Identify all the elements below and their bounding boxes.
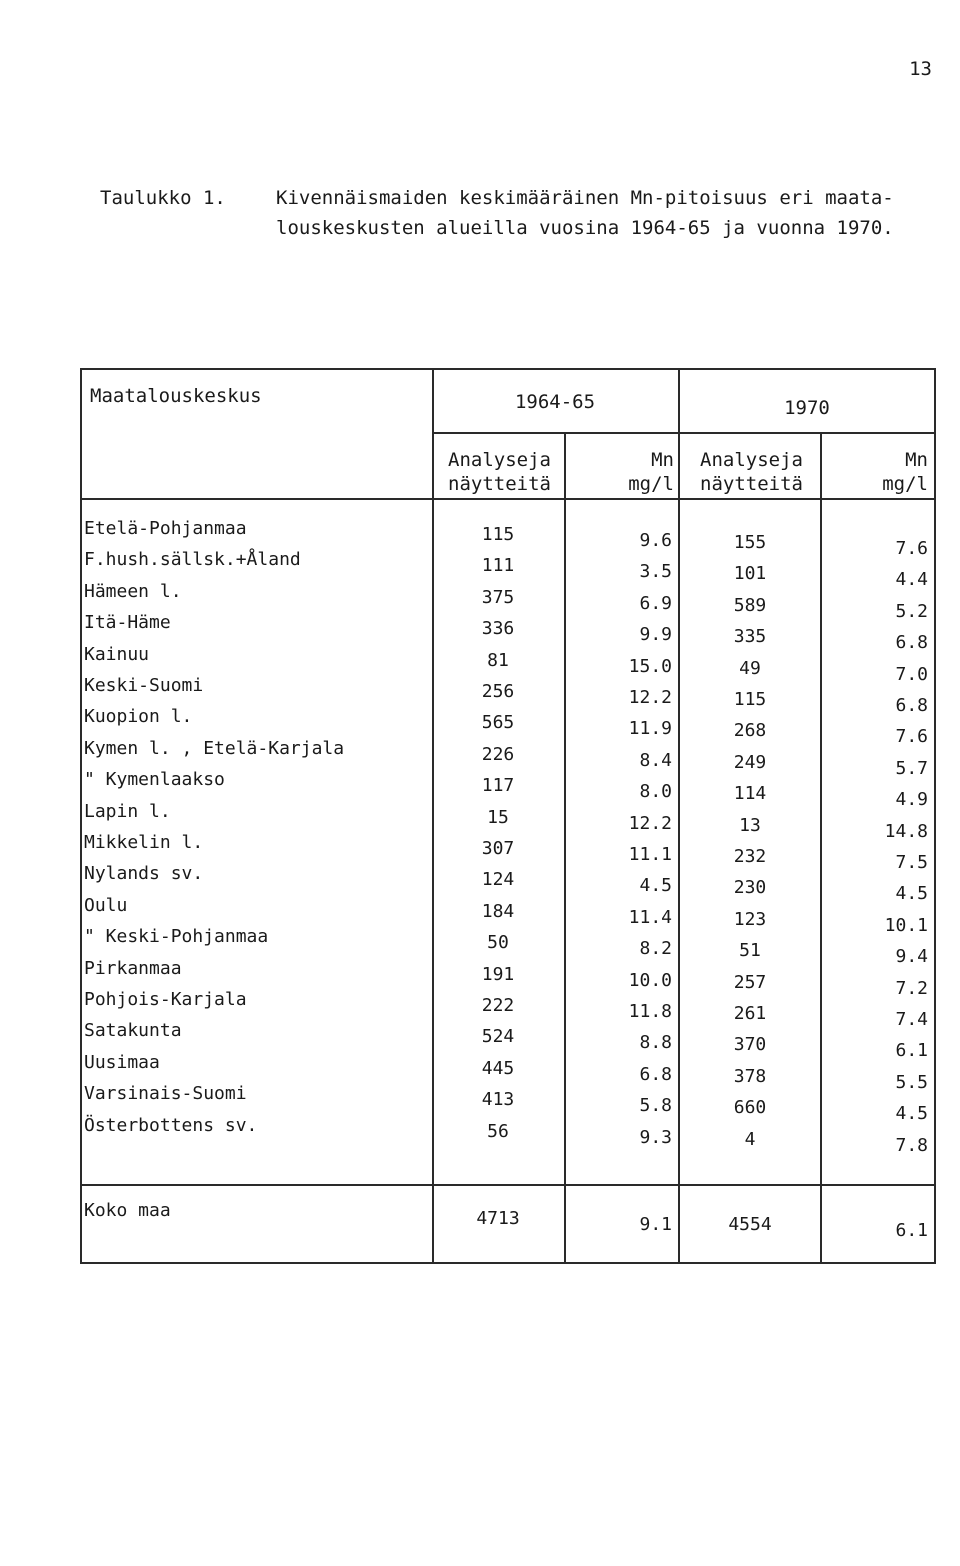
row-name: Nylands sv.: [84, 863, 204, 885]
row-mn-1970: 10.1: [884, 914, 928, 936]
header-maatalouskeskus: Maatalouskeskus: [90, 385, 262, 407]
row-analyses-1970: 101: [733, 563, 767, 585]
row-mn-1964-65: 3.5: [639, 561, 672, 583]
total-divider: [80, 1184, 936, 1186]
row-analyses-1970: 370: [733, 1034, 767, 1056]
row-mn-1970: 7.5: [895, 852, 928, 873]
row-analyses-1964-65: 50: [487, 932, 509, 954]
row-analyses-1970: 4: [744, 1128, 756, 1150]
row-mn-1964-65: 4.5: [639, 875, 672, 897]
row-name: Varsinais-Suomi: [84, 1083, 247, 1105]
row-name: Kymen l. , Etelä-Karjala: [84, 737, 345, 759]
row-name: Oulu: [84, 894, 128, 916]
row-analyses-1964-65: 191: [481, 963, 515, 985]
row-name: Österbottens sv.: [84, 1114, 258, 1136]
row-mn-1970: 6.8: [895, 695, 928, 716]
row-mn-1970: 5.7: [895, 757, 928, 779]
caption-line-2: louskeskusten alueilla vuosina 1964-65 ja vuonna 1970.: [276, 217, 894, 239]
table-top-border: [80, 368, 936, 370]
row-analyses-1964-65: 124: [481, 869, 515, 891]
row-mn-1964-65: 8.8: [639, 1032, 672, 1054]
row-mn-1964-65: 6.9: [639, 592, 672, 614]
header-mn-2: Mn mg/l: [882, 449, 928, 495]
total-label: Koko maa: [84, 1200, 171, 1221]
page-number: 13: [909, 58, 932, 80]
row-mn-1964-65: 10.0: [628, 969, 672, 991]
row-mn-1964-65: 9.3: [639, 1126, 672, 1148]
row-mn-1970: 14.8: [884, 820, 928, 842]
row-name: Uusimaa: [84, 1051, 160, 1073]
row-analyses-1964-65: 15: [487, 806, 509, 828]
header-period-1970: 1970: [784, 397, 830, 419]
row-analyses-1970: 660: [733, 1097, 767, 1119]
row-name: Kuopion l.: [84, 706, 193, 728]
row-mn-1964-65: 8.4: [639, 749, 672, 771]
total-n1: 4713: [476, 1208, 520, 1229]
row-mn-1964-65: 11.1: [628, 844, 672, 865]
row-mn-1970: 7.6: [895, 538, 928, 559]
row-mn-1964-65: 9.9: [639, 624, 672, 646]
row-mn-1970: 6.8: [895, 632, 928, 654]
header-analyses-1: Analyseja näytteitä: [448, 449, 551, 495]
row-mn-1964-65: 9.6: [639, 530, 672, 551]
row-analyses-1964-65: 445: [481, 1057, 515, 1079]
row-name: Etelä-Pohjanmaa: [84, 518, 247, 539]
row-mn-1964-65: 15.0: [628, 655, 672, 677]
row-analyses-1964-65: 565: [481, 712, 515, 734]
row-mn-1970: 4.4: [895, 569, 928, 591]
row-mn-1964-65: 8.0: [639, 781, 672, 803]
table-caption: [100, 183, 894, 243]
row-name: Keski-Suomi: [84, 675, 204, 696]
row-mn-1970: 4.5: [895, 1103, 928, 1125]
row-analyses-1964-65: 111: [481, 555, 515, 577]
row-analyses-1970: 268: [733, 720, 767, 742]
row-name: " Keski-Pohjanmaa: [84, 926, 269, 948]
row-mn-1964-65: 12.2: [628, 687, 672, 708]
table-label: Taulukko 1.: [100, 187, 226, 209]
row-analyses-1970: 49: [739, 657, 761, 679]
subheader-divider: [432, 432, 936, 434]
row-analyses-1964-65: 524: [481, 1026, 515, 1048]
row-analyses-1964-65: 413: [481, 1089, 515, 1111]
row-analyses-1970: 232: [733, 846, 767, 867]
row-analyses-1970: 115: [733, 689, 767, 710]
row-analyses-1970: 114: [733, 783, 767, 805]
row-analyses-1964-65: 117: [481, 775, 515, 797]
row-mn-1964-65: 11.8: [628, 1001, 672, 1022]
row-mn-1970: 9.4: [895, 946, 928, 968]
row-analyses-1970: 261: [733, 1003, 767, 1024]
header-analyses-2: Analyseja näytteitä: [700, 449, 803, 495]
row-mn-1964-65: 12.2: [628, 812, 672, 834]
row-mn-1964-65: 8.2: [639, 938, 672, 960]
row-mn-1970: 5.5: [895, 1071, 928, 1093]
row-analyses-1964-65: 256: [481, 681, 515, 702]
row-mn-1964-65: 11.9: [628, 718, 672, 740]
header-bottom-border: [80, 498, 936, 500]
right-border: [934, 368, 936, 1264]
row-analyses-1970: 378: [733, 1065, 767, 1087]
row-name: Kainuu: [84, 643, 150, 665]
row-mn-1970: 5.2: [895, 600, 928, 622]
row-name: Pohjois-Karjala: [84, 989, 247, 1010]
row-mn-1970: 7.2: [895, 977, 928, 999]
row-analyses-1964-65: 184: [481, 900, 515, 922]
row-analyses-1964-65: 81: [487, 649, 509, 671]
row-name: Lapin l.: [84, 800, 171, 822]
row-analyses-1964-65: 307: [481, 838, 515, 859]
row-analyses-1964-65: 115: [481, 524, 515, 545]
row-mn-1970: 4.9: [895, 789, 928, 811]
row-mn-1970: 7.0: [895, 663, 928, 685]
row-analyses-1970: 155: [733, 532, 767, 553]
row-name: Satakunta: [84, 1020, 182, 1042]
header-mn-1: Mn mg/l: [628, 449, 674, 495]
row-name: F.hush.sällsk.+Åland: [84, 549, 301, 571]
row-analyses-1970: 13: [739, 814, 761, 836]
row-analyses-1964-65: 56: [487, 1120, 509, 1142]
header-period-1964-65: 1964-65: [514, 391, 596, 413]
left-border: [80, 368, 82, 1264]
row-analyses-1970: 123: [733, 908, 767, 930]
total-mn1: 9.1: [639, 1214, 672, 1235]
row-name: Itä-Häme: [84, 612, 171, 634]
row-analyses-1964-65: 336: [481, 618, 515, 640]
row-analyses-1970: 51: [739, 940, 761, 962]
row-analyses-1970: 257: [733, 971, 767, 993]
row-analyses-1964-65: 375: [481, 586, 515, 608]
row-mn-1970: 7.4: [895, 1009, 928, 1030]
row-name: Mikkelin l.: [84, 832, 204, 853]
row-name: " Kymenlaakso: [84, 769, 225, 791]
row-analyses-1970: 249: [733, 751, 767, 773]
row-analyses-1964-65: 222: [481, 995, 515, 1016]
total-n2: 4554: [728, 1214, 772, 1235]
total-mn2: 6.1: [895, 1220, 928, 1241]
row-mn-1970: 7.6: [895, 726, 928, 748]
row-mn-1970: 7.8: [895, 1134, 928, 1156]
row-name: Hämeen l.: [84, 580, 182, 602]
row-analyses-1970: 589: [733, 594, 767, 616]
row-name: Pirkanmaa: [84, 957, 182, 979]
row-mn-1964-65: 5.8: [639, 1095, 672, 1117]
row-mn-1970: 4.5: [895, 883, 928, 905]
row-analyses-1970: 335: [733, 626, 767, 648]
row-analyses-1964-65: 226: [481, 743, 515, 765]
caption-line-1: Kivennäismaiden keskimääräinen Mn-pitoisuus eri maata-: [276, 187, 894, 209]
table-bottom-border: [80, 1262, 936, 1264]
row-analyses-1970: 230: [733, 877, 767, 899]
row-mn-1970: 6.1: [895, 1040, 928, 1062]
data-table: [80, 368, 936, 1566]
row-mn-1964-65: 11.4: [628, 906, 672, 928]
row-mn-1964-65: 6.8: [639, 1063, 672, 1085]
